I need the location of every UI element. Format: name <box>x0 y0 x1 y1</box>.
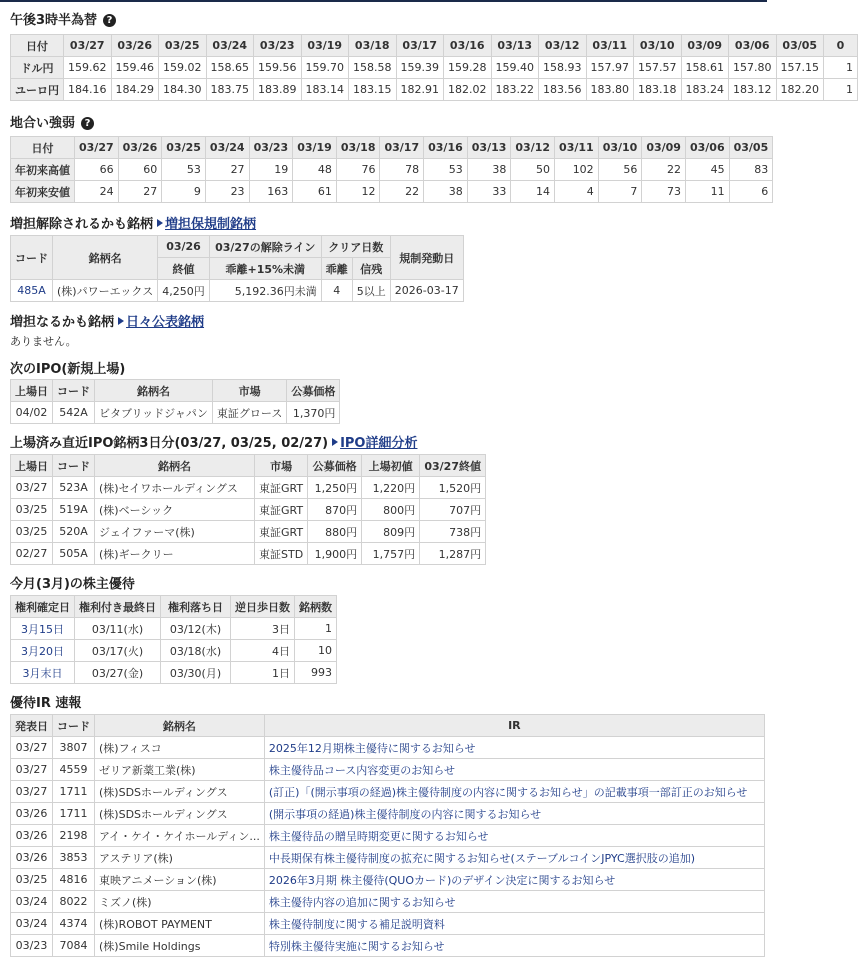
ir-title-link[interactable]: 2026年3月期 株主優待(QUOカード)のデザイン決定に関するお知らせ <box>264 869 764 891</box>
strength-section-title: 地合い強弱 ? <box>10 112 94 131</box>
cell-value: 22 <box>642 159 686 181</box>
col-date: 0 <box>824 35 858 57</box>
col-date: 03/16 <box>424 137 468 159</box>
yutai-month-title: 今月(3月)の株主優待 <box>10 577 135 592</box>
ir-title-link[interactable]: 株主優待制度に関する補足説明資料 <box>264 913 764 935</box>
stock-name: (株)フィスコ <box>95 737 265 759</box>
stock-name: ビタブリッドジャパン <box>95 402 213 424</box>
cell-value: 182.02 <box>444 79 492 101</box>
margin-release-table <box>10 235 464 302</box>
cell-value: 27 <box>205 159 249 181</box>
col-stock-name: 銘柄名 <box>95 455 255 477</box>
first-price: 1,757円 <box>362 543 420 565</box>
col-date: 03/06 <box>729 35 777 57</box>
record-date-link[interactable]: 3月末日 <box>11 662 75 684</box>
col-date: 03/17 <box>396 35 444 57</box>
cell-value: 183.18 <box>634 79 682 101</box>
col-code: コード <box>53 455 95 477</box>
announce-date: 03/27 <box>11 759 53 781</box>
cell-value: 157.97 <box>586 57 634 79</box>
table-row <box>11 935 765 957</box>
col-date: 03/06 <box>685 137 729 159</box>
row-label-high: 年初来高値 <box>11 159 75 181</box>
stock-name: (株)パワーエックス <box>53 280 158 302</box>
margin-release-title: 増担解除されるかも銘柄 増担保規制銘柄 <box>10 217 257 232</box>
cell-value: 27 <box>118 181 162 203</box>
table-row <box>11 847 765 869</box>
daily-published-link[interactable]: 日々公表銘柄 <box>118 315 204 330</box>
stock-name: 東映アニメーション(株) <box>95 869 265 891</box>
cell-value: 61 <box>293 181 337 203</box>
yutai_month-header-row <box>11 596 337 618</box>
yutai-month-table <box>10 595 337 684</box>
code: 1711 <box>53 803 95 825</box>
col-date: 03/16 <box>444 35 492 57</box>
reverse-days: 3日 <box>231 618 295 640</box>
cell-value: 157.15 <box>776 57 824 79</box>
col-date: 03/11 <box>586 35 634 57</box>
table-row <box>11 640 337 662</box>
table-row <box>11 499 486 521</box>
cell-value: 159.02 <box>159 57 207 79</box>
table-row <box>11 280 464 302</box>
fx-table <box>10 34 858 101</box>
ir-title-link[interactable]: 2025年12月期株主優待に関するお知らせ <box>264 737 764 759</box>
cell-value: 60 <box>118 159 162 181</box>
col-date: 03/11 <box>555 137 599 159</box>
cell-value: 102 <box>555 159 599 181</box>
col-date: 03/23 <box>254 35 302 57</box>
help-icon[interactable]: ? <box>103 14 116 27</box>
col-ir-title: IR <box>264 715 764 737</box>
col-shinzan: 信残 <box>352 258 390 280</box>
stock-name: ミズノ(株) <box>95 891 265 913</box>
col-stock-name: 銘柄名 <box>95 715 265 737</box>
cell-value: 48 <box>293 159 337 181</box>
col-date-label: 日付 <box>11 35 64 57</box>
no-items-note: ありません。 <box>10 335 77 348</box>
cell-value: 184.30 <box>159 79 207 101</box>
announce-date: 03/26 <box>11 847 53 869</box>
code: 2198 <box>53 825 95 847</box>
col-code: コード <box>11 236 53 280</box>
cell-value: 157.80 <box>729 57 777 79</box>
first-price: 800円 <box>362 499 420 521</box>
table-row <box>11 618 337 640</box>
code: 8022 <box>53 891 95 913</box>
col-offer-price: 公募価格 <box>308 455 362 477</box>
cell-value: 183.89 <box>254 79 302 101</box>
col-date: 03/12 <box>511 137 555 159</box>
table-row <box>11 869 765 891</box>
cell-value: 76 <box>336 159 380 181</box>
col-kairi: 乖離 <box>321 258 352 280</box>
last-trading-day: 03/17(火) <box>75 640 161 662</box>
table-row <box>11 803 765 825</box>
cell-value: 163 <box>249 181 293 203</box>
fx-row-eurjpy <box>11 79 858 101</box>
col-code: コード <box>53 715 95 737</box>
stock-name: アステリア(株) <box>95 847 265 869</box>
col-reverse-days: 逆日歩日数 <box>231 596 295 618</box>
table-row <box>11 662 337 684</box>
cell-value: 1 <box>824 79 858 101</box>
margin-regulation-link[interactable]: 増担保規制銘柄 <box>157 217 256 232</box>
cell-value: 33 <box>467 181 511 203</box>
cell-value: 159.56 <box>254 57 302 79</box>
cell-value: 183.14 <box>301 79 349 101</box>
col-date: 03/13 <box>491 35 539 57</box>
cell-value: 12 <box>336 181 380 203</box>
listing-date: 03/25 <box>11 521 53 543</box>
col-date: 03/26 <box>118 137 162 159</box>
code: 542A <box>53 402 95 424</box>
col-date: 03/18 <box>349 35 397 57</box>
col-name: 銘柄名 <box>53 236 158 280</box>
cell-value: 183.24 <box>681 79 729 101</box>
col-stock-name: 銘柄名 <box>95 380 213 402</box>
ipo-recent-table-wrap <box>10 454 486 565</box>
code: 4374 <box>53 913 95 935</box>
col-date: 03/18 <box>336 137 380 159</box>
col-date: 03/27 <box>75 137 119 159</box>
announce-date: 03/27 <box>11 737 53 759</box>
stock-name: ジェイファーマ(株) <box>95 521 255 543</box>
cell-value: 4 <box>555 181 599 203</box>
col-date: 03/13 <box>467 137 511 159</box>
ipo-next-table-wrap <box>10 379 340 424</box>
stock-count: 993 <box>295 662 337 684</box>
yutai_ir-header-row <box>11 715 765 737</box>
offer-price: 880円 <box>308 521 362 543</box>
announce-date: 03/24 <box>11 891 53 913</box>
stock-name: (株)セイワホールディングス <box>95 477 255 499</box>
cell-value: 11 <box>685 181 729 203</box>
col-date: 03/24 <box>206 35 254 57</box>
col-market: 市場 <box>255 455 308 477</box>
cell-value: 182.20 <box>776 79 824 101</box>
ir-title-link[interactable]: 株主優待品コース内容変更のお知らせ <box>264 759 764 781</box>
cell-value: 182.91 <box>396 79 444 101</box>
yutai-ir-table-wrap <box>10 714 765 957</box>
col-code: コード <box>53 380 95 402</box>
ipo_next-header-row <box>11 380 340 402</box>
ex-rights-date: 03/18(水) <box>161 640 231 662</box>
last-trading-day: 03/27(金) <box>75 662 161 684</box>
margin-new-title: 増担なるかも銘柄 日々公表銘柄 <box>10 315 205 330</box>
close-price: 707円 <box>420 499 486 521</box>
shinzan-days: 5以上 <box>352 280 390 302</box>
col-announce-date: 発表日 <box>11 715 53 737</box>
offer-price: 1,370円 <box>287 402 340 424</box>
stock-name: (株)Smile Holdings <box>95 935 265 957</box>
cell-value: 9 <box>162 181 206 203</box>
col-date: 03/25 <box>159 35 207 57</box>
announce-date: 03/27 <box>11 781 53 803</box>
cell-value: 159.62 <box>64 57 112 79</box>
col-date: 03/24 <box>205 137 249 159</box>
announce-date: 03/25 <box>11 869 53 891</box>
col-close: 終値 <box>158 258 210 280</box>
close-price: 738円 <box>420 521 486 543</box>
stock-count: 1 <box>295 618 337 640</box>
ipo-next-table <box>10 379 340 424</box>
listing-date: 04/02 <box>11 402 53 424</box>
ir-title-link[interactable]: 株主優待品の贈呈時期変更に関するお知らせ <box>264 825 764 847</box>
code: 3853 <box>53 847 95 869</box>
ir-title-link[interactable]: (訂正)「(開示事項の経過)株主優待制度の内容に関するお知らせ」の記載事項一部訂正のお知らせ <box>264 781 764 803</box>
stock-name: (株)SDSホールディングス <box>95 781 265 803</box>
col-date: 03/26 <box>111 35 159 57</box>
col-date: 03/10 <box>598 137 642 159</box>
col-release-line: 03/27の解除ライン <box>209 236 321 258</box>
code: 3807 <box>53 737 95 759</box>
offer-price: 1,900円 <box>308 543 362 565</box>
col-offer-price: 公募価格 <box>287 380 340 402</box>
market: 東証GRT <box>255 477 308 499</box>
market: 東証STD <box>255 543 308 565</box>
cell-value: 66 <box>75 159 119 181</box>
col-ex-rights-date: 権利落ち日 <box>161 596 231 618</box>
col-start-date: 規制発動日 <box>390 236 463 280</box>
ir-title-link[interactable]: 特別株主優待実施に関するお知らせ <box>264 935 764 957</box>
start-date: 2026-03-17 <box>390 280 463 302</box>
col-date-label: 日付 <box>11 137 75 159</box>
cell-value: 78 <box>380 159 424 181</box>
fx-row-usdjpy <box>11 57 858 79</box>
table-row <box>11 913 765 935</box>
ex-rights-date: 03/30(月) <box>161 662 231 684</box>
row-label-eurjpy: ユーロ円 <box>11 79 64 101</box>
col-last-trading-day: 権利付き最終日 <box>75 596 161 618</box>
cell-value: 158.58 <box>349 57 397 79</box>
cell-value: 157.57 <box>634 57 682 79</box>
ipo-next-title: 次のIPO(新規上場) <box>10 362 126 377</box>
cell-value: 159.40 <box>491 57 539 79</box>
strength-table <box>10 136 773 203</box>
market: 東証GRT <box>255 499 308 521</box>
code: 520A <box>53 521 95 543</box>
market: 東証GRT <box>255 521 308 543</box>
stock-count: 10 <box>295 640 337 662</box>
table-row <box>11 477 486 499</box>
cell-value: 38 <box>467 159 511 181</box>
cell-value: 14 <box>511 181 555 203</box>
fx-section-title: 午後3時半為替 ? <box>10 9 116 28</box>
cell-value: 158.61 <box>681 57 729 79</box>
top-border <box>0 0 767 2</box>
yutai-ir-table <box>10 714 765 957</box>
cell-value: 19 <box>249 159 293 181</box>
code: 4559 <box>53 759 95 781</box>
strength-header-row <box>11 137 773 159</box>
code: 523A <box>53 477 95 499</box>
cell-value: 184.16 <box>64 79 112 101</box>
triangle-right-icon <box>118 317 124 325</box>
announce-date: 03/24 <box>11 913 53 935</box>
first-price: 809円 <box>362 521 420 543</box>
offer-price: 1,250円 <box>308 477 362 499</box>
strength-row-high <box>11 159 773 181</box>
col-close-date: 03/26 <box>158 236 210 258</box>
col-stock-count: 銘柄数 <box>295 596 337 618</box>
close-price: 4,250円 <box>158 280 210 302</box>
listing-date: 02/27 <box>11 543 53 565</box>
cell-value: 50 <box>511 159 555 181</box>
table-row <box>11 759 765 781</box>
cell-value: 22 <box>380 181 424 203</box>
cell-value: 183.22 <box>491 79 539 101</box>
table-row <box>11 402 340 424</box>
table-row <box>11 825 765 847</box>
col-date: 03/25 <box>162 137 206 159</box>
cell-value: 23 <box>205 181 249 203</box>
market: 東証グロース <box>212 402 286 424</box>
release-line: 5,192.36円未満 <box>209 280 321 302</box>
ir-title-link[interactable]: (開示事項の経過)株主優待制度の内容に関するお知らせ <box>264 803 764 825</box>
cell-value: 45 <box>685 159 729 181</box>
announce-date: 03/23 <box>11 935 53 957</box>
col-date: 03/05 <box>776 35 824 57</box>
cell-value: 6 <box>729 181 773 203</box>
col-market: 市場 <box>212 380 286 402</box>
col-record-date: 権利確定日 <box>11 596 75 618</box>
col-date: 03/27 <box>64 35 112 57</box>
cell-value: 158.93 <box>539 57 587 79</box>
fx-header-row <box>11 35 858 57</box>
code: 4816 <box>53 869 95 891</box>
cell-value: 159.39 <box>396 57 444 79</box>
table-row <box>11 891 765 913</box>
yutai-ir-title: 優待IR 速報 <box>10 696 82 711</box>
ex-rights-date: 03/12(木) <box>161 618 231 640</box>
row-label-usdjpy: ドル円 <box>11 57 64 79</box>
triangle-right-icon <box>157 219 163 227</box>
last-trading-day: 03/11(水) <box>75 618 161 640</box>
cell-value: 183.56 <box>539 79 587 101</box>
cell-value: 158.65 <box>206 57 254 79</box>
listing-date: 03/27 <box>11 477 53 499</box>
yutai-month-table-wrap <box>10 595 337 684</box>
stock-code-link[interactable]: 485A <box>11 280 53 302</box>
ipo-recent-table <box>10 454 486 565</box>
col-date: 03/19 <box>301 35 349 57</box>
close-price: 1,287円 <box>420 543 486 565</box>
strength-row-low <box>11 181 773 203</box>
cell-value: 159.70 <box>301 57 349 79</box>
stock-name: アイ・ケイ・ケイホールディン... <box>95 825 265 847</box>
reverse-days: 4日 <box>231 640 295 662</box>
table-row <box>11 737 765 759</box>
col-date: 03/23 <box>249 137 293 159</box>
record-date-link[interactable]: 3月15日 <box>11 618 75 640</box>
cell-value: 24 <box>75 181 119 203</box>
code: 505A <box>53 543 95 565</box>
col-date: 03/09 <box>681 35 729 57</box>
col-date: 03/17 <box>380 137 424 159</box>
cell-value: 159.46 <box>111 57 159 79</box>
cell-value: 53 <box>162 159 206 181</box>
col-listing-date: 上場日 <box>11 455 53 477</box>
table-row <box>11 521 486 543</box>
stock-name: (株)ギークリー <box>95 543 255 565</box>
stock-name: (株)ベーシック <box>95 499 255 521</box>
col-first-price: 上場初値 <box>362 455 420 477</box>
ir-title-link[interactable]: 中長期保有株主優待制度の拡充に関するお知らせ(ステーブルコインJPYC選択肢の追加) <box>264 847 764 869</box>
code: 519A <box>53 499 95 521</box>
listing-date: 03/25 <box>11 499 53 521</box>
announce-date: 03/26 <box>11 803 53 825</box>
col-listing-date: 上場日 <box>11 380 53 402</box>
stock-name: (株)SDSホールディングス <box>95 803 265 825</box>
cell-value: 73 <box>642 181 686 203</box>
col-date: 03/05 <box>729 137 773 159</box>
help-icon[interactable]: ? <box>81 117 94 130</box>
triangle-right-icon <box>332 438 338 446</box>
cell-value: 7 <box>598 181 642 203</box>
col-clear-days: クリア日数 <box>321 236 390 258</box>
record-date-link[interactable]: 3月20日 <box>11 640 75 662</box>
cell-value: 1 <box>824 57 858 79</box>
fx-table-wrap <box>10 34 853 101</box>
margin-release-header-row <box>11 236 464 258</box>
first-price: 1,220円 <box>362 477 420 499</box>
cell-value: 183.15 <box>349 79 397 101</box>
announce-date: 03/26 <box>11 825 53 847</box>
reverse-days: 1日 <box>231 662 295 684</box>
cell-value: 183.75 <box>206 79 254 101</box>
ipo_recent-header-row <box>11 455 486 477</box>
col-date: 03/12 <box>539 35 587 57</box>
close-price: 1,520円 <box>420 477 486 499</box>
cell-value: 183.80 <box>586 79 634 101</box>
strength-table-wrap <box>10 136 767 203</box>
col-date: 03/10 <box>634 35 682 57</box>
col-release-kairi: 乖離+15%未満 <box>209 258 321 280</box>
stock-name: (株)ROBOT PAYMENT <box>95 913 265 935</box>
col-close-price: 03/27終値 <box>420 455 486 477</box>
cell-value: 53 <box>424 159 468 181</box>
col-date: 03/09 <box>642 137 686 159</box>
margin-release-table-wrap <box>10 235 464 302</box>
cell-value: 159.28 <box>444 57 492 79</box>
cell-value: 183.12 <box>729 79 777 101</box>
cell-value: 83 <box>729 159 773 181</box>
stock-name: ゼリア新薬工業(株) <box>95 759 265 781</box>
ir-title-link[interactable]: 株主優待内容の追加に関するお知らせ <box>264 891 764 913</box>
code: 1711 <box>53 781 95 803</box>
ipo-analysis-link[interactable]: IPO詳細分析 <box>332 436 417 451</box>
cell-value: 38 <box>424 181 468 203</box>
ipo-recent-title: 上場済み直近IPO銘柄3日分(03/27, 03/25, 02/27) IPO詳細分析 <box>10 436 418 451</box>
cell-value: 184.29 <box>111 79 159 101</box>
row-label-low: 年初来安値 <box>11 181 75 203</box>
col-date: 03/19 <box>293 137 337 159</box>
cell-value: 56 <box>598 159 642 181</box>
offer-price: 870円 <box>308 499 362 521</box>
table-row <box>11 781 765 803</box>
kairi-days: 4 <box>321 280 352 302</box>
code: 7084 <box>53 935 95 957</box>
table-row <box>11 543 486 565</box>
